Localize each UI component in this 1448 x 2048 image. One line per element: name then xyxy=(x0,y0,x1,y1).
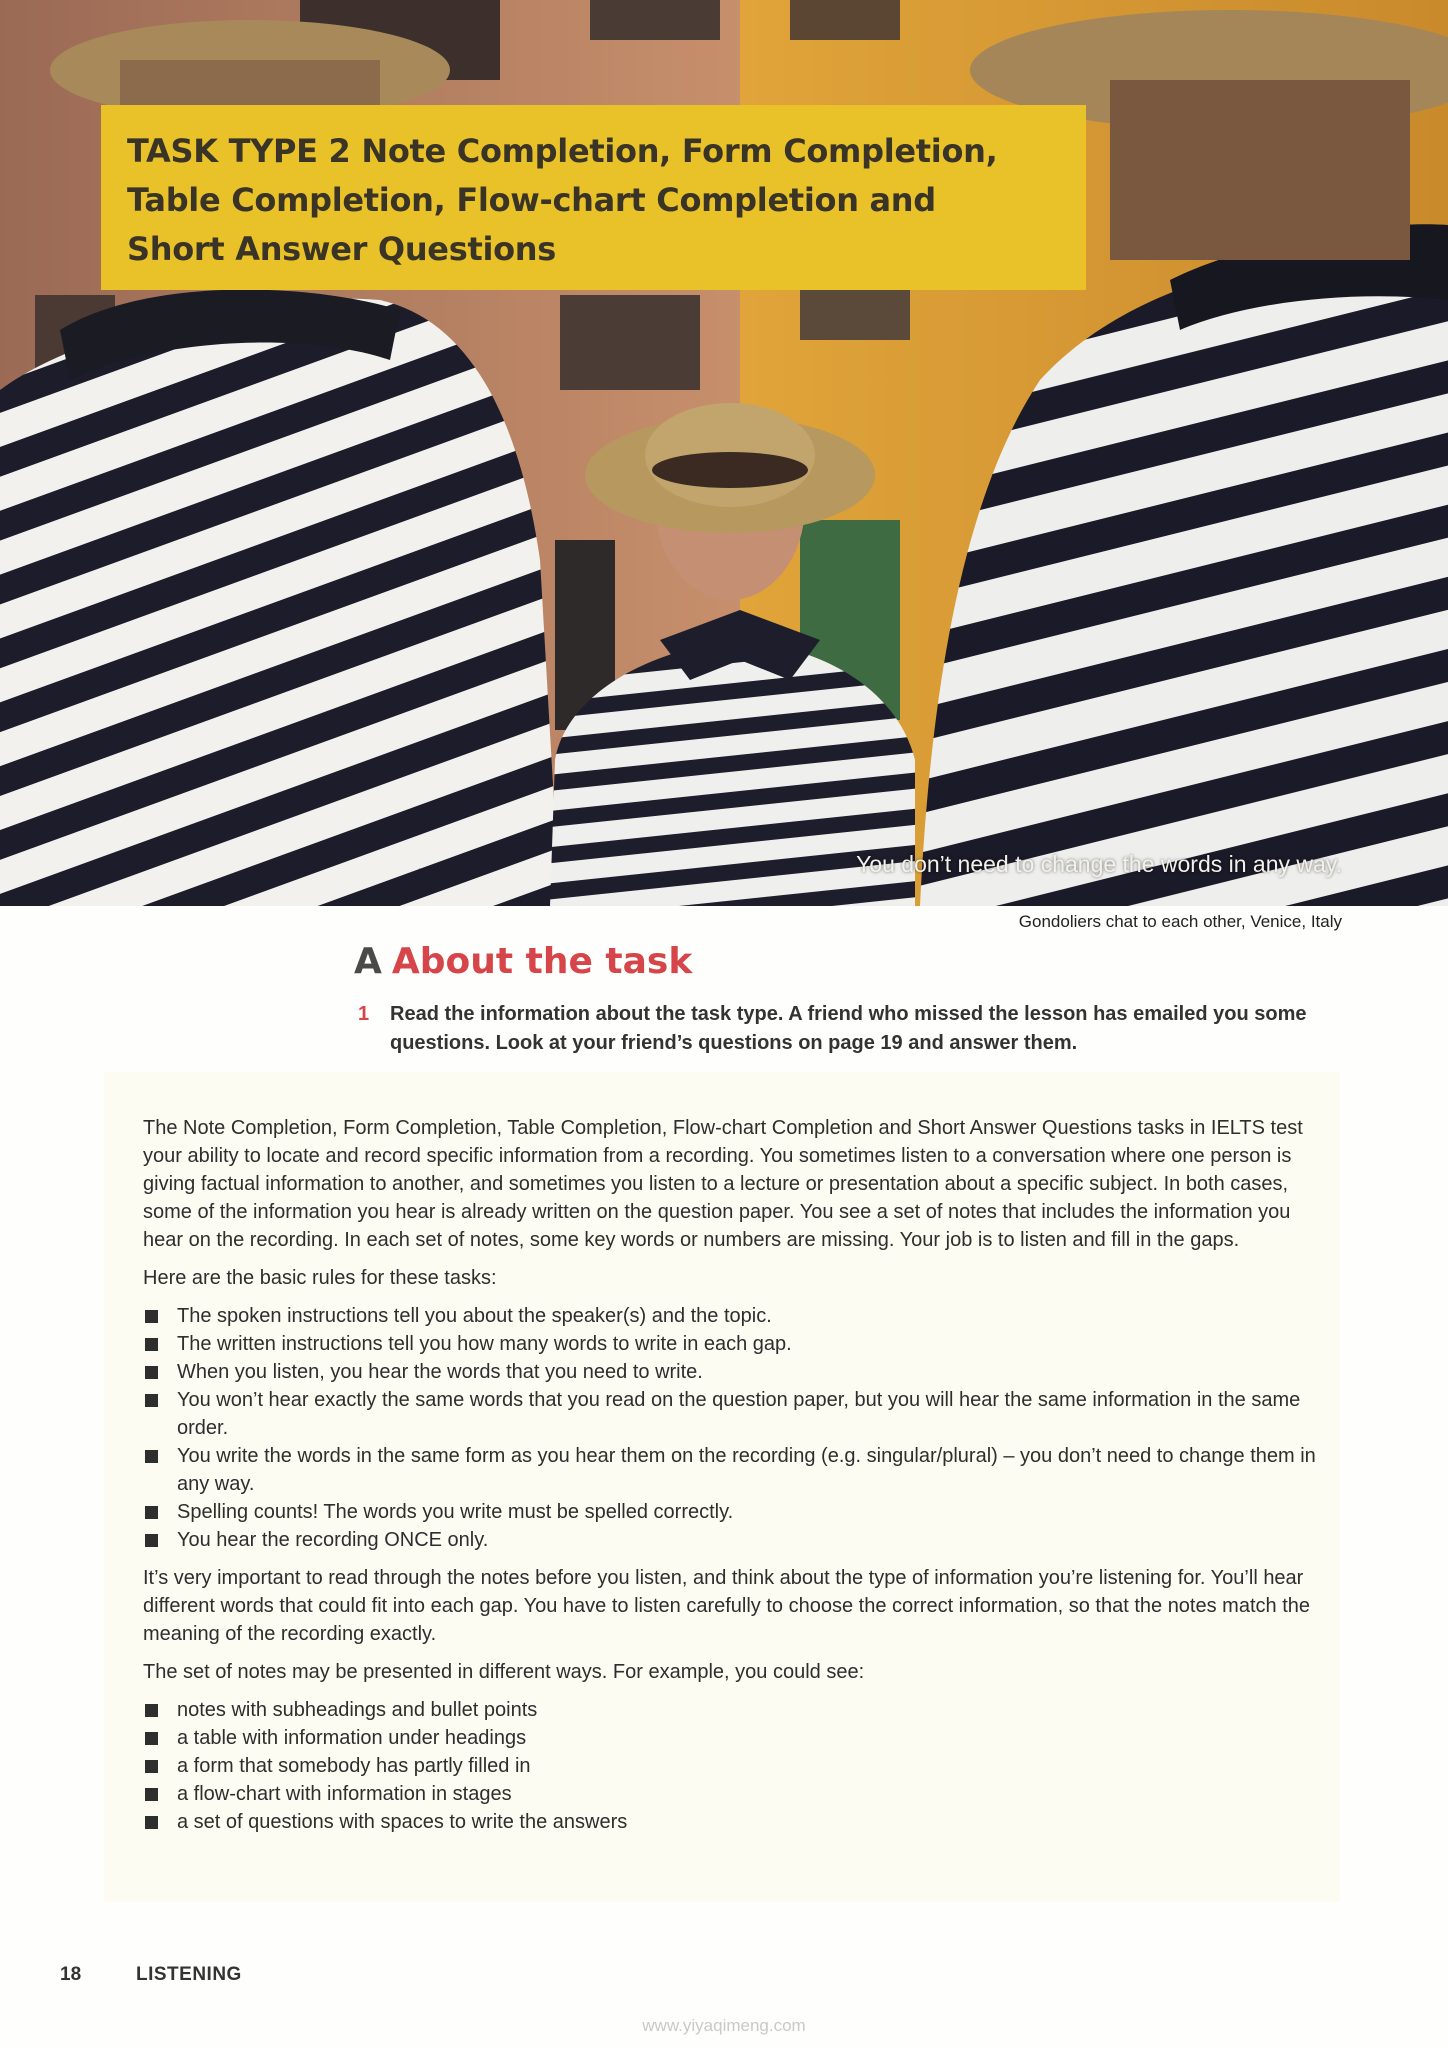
bullet-square-icon xyxy=(145,1788,158,1801)
bullet-square-icon xyxy=(145,1366,158,1379)
list-item: a form that somebody has partly filled in xyxy=(143,1752,1318,1780)
page-section-label: LISTENING xyxy=(136,1964,242,1985)
advice-paragraph: It’s very important to read through the notes before you listen, and think about the type of information you’re listening for. You’ll hear different words that could fit into each gap. You have to listen carefully to choose the correct information, so that the notes match the meaning of the recording exactly. xyxy=(143,1567,1310,1645)
formats-list xyxy=(143,1696,1318,1836)
bullet-square-icon xyxy=(145,1732,158,1745)
page-title-line-2: Table Completion, Flow-chart Completion and xyxy=(127,181,936,219)
exercise-instruction xyxy=(358,1000,1348,1058)
list-item: The spoken instructions tell you about the speaker(s) and the topic. xyxy=(143,1302,1318,1330)
bullet-square-icon xyxy=(145,1394,158,1407)
list-item: a flow-chart with information in stages xyxy=(143,1780,1318,1808)
exercise-number: 1 xyxy=(358,1003,370,1025)
bullet-square-icon xyxy=(145,1310,158,1323)
photo-credit: Gondoliers chat to each other, Venice, Italy xyxy=(1018,912,1342,931)
section-letter: A xyxy=(354,941,382,982)
list-item: You hear the recording ONCE only. xyxy=(143,1526,1318,1554)
bullet-square-icon xyxy=(145,1338,158,1351)
watermark: www.yiyaqimeng.com xyxy=(642,2016,806,2035)
page-title-line-1: TASK TYPE 2 Note Completion, Form Completion, xyxy=(127,132,998,170)
list-item: The written instructions tell you how many words to write in each gap. xyxy=(143,1330,1318,1358)
bullet-square-icon xyxy=(145,1760,158,1773)
rules-intro: Here are the basic rules for these tasks: xyxy=(143,1267,497,1289)
exercise-instruction-text: Read the information about the task type. A friend who missed the lesson has emailed you some questions. Look at your friend’s questions on page 19 and answer them. xyxy=(390,1003,1307,1054)
page-title-line-3: Short Answer Questions xyxy=(127,230,557,268)
section-title: About the task xyxy=(391,941,693,982)
list-item: You write the words in the same form as you hear them on the recording (e.g. singular/plural) – you don’t need to change them in any way. xyxy=(143,1442,1318,1498)
bullet-square-icon xyxy=(145,1816,158,1829)
bullet-square-icon xyxy=(145,1534,158,1547)
rules-list xyxy=(143,1302,1318,1554)
bullet-square-icon xyxy=(145,1450,158,1463)
page-number: 18 xyxy=(60,1964,82,1985)
photo-caption: You don’t need to change the words in any way. xyxy=(856,851,1342,877)
bullet-square-icon xyxy=(145,1506,158,1519)
section-heading xyxy=(354,940,692,984)
list-item: a table with information under headings xyxy=(143,1724,1318,1752)
list-item: a set of questions with spaces to write the answers xyxy=(143,1808,1318,1836)
intro-paragraph: The Note Completion, Form Completion, Table Completion, Flow-chart Completion and Short Answer Questions tasks in IELTS test your ability to locate and record specific information from a recording. You sometimes listen to a conversation where one person is giving factual information to another, and sometimes you listen to a lecture or presentation about a specific subject. In both cases, some of the information you hear is already written on the question paper. You see a set of notes that includes the information you hear on the recording. In each set of notes, some key words or numbers are missing. Your job is to listen and fill in the gaps. xyxy=(143,1117,1303,1251)
list-item: notes with subheadings and bullet points xyxy=(143,1696,1318,1724)
header-photo xyxy=(0,0,1448,906)
list-item: Spelling counts! The words you write must be spelled correctly. xyxy=(143,1498,1318,1526)
task-info-body xyxy=(143,1114,1318,1846)
list-item: You won’t hear exactly the same words that you read on the question paper, but you will hear the same information in the same order. xyxy=(143,1386,1318,1442)
task-type-title-box xyxy=(101,105,1086,290)
bullet-square-icon xyxy=(145,1704,158,1717)
formats-intro: The set of notes may be presented in different ways. For example, you could see: xyxy=(143,1661,865,1683)
list-item: When you listen, you hear the words that you need to write. xyxy=(143,1358,1318,1386)
